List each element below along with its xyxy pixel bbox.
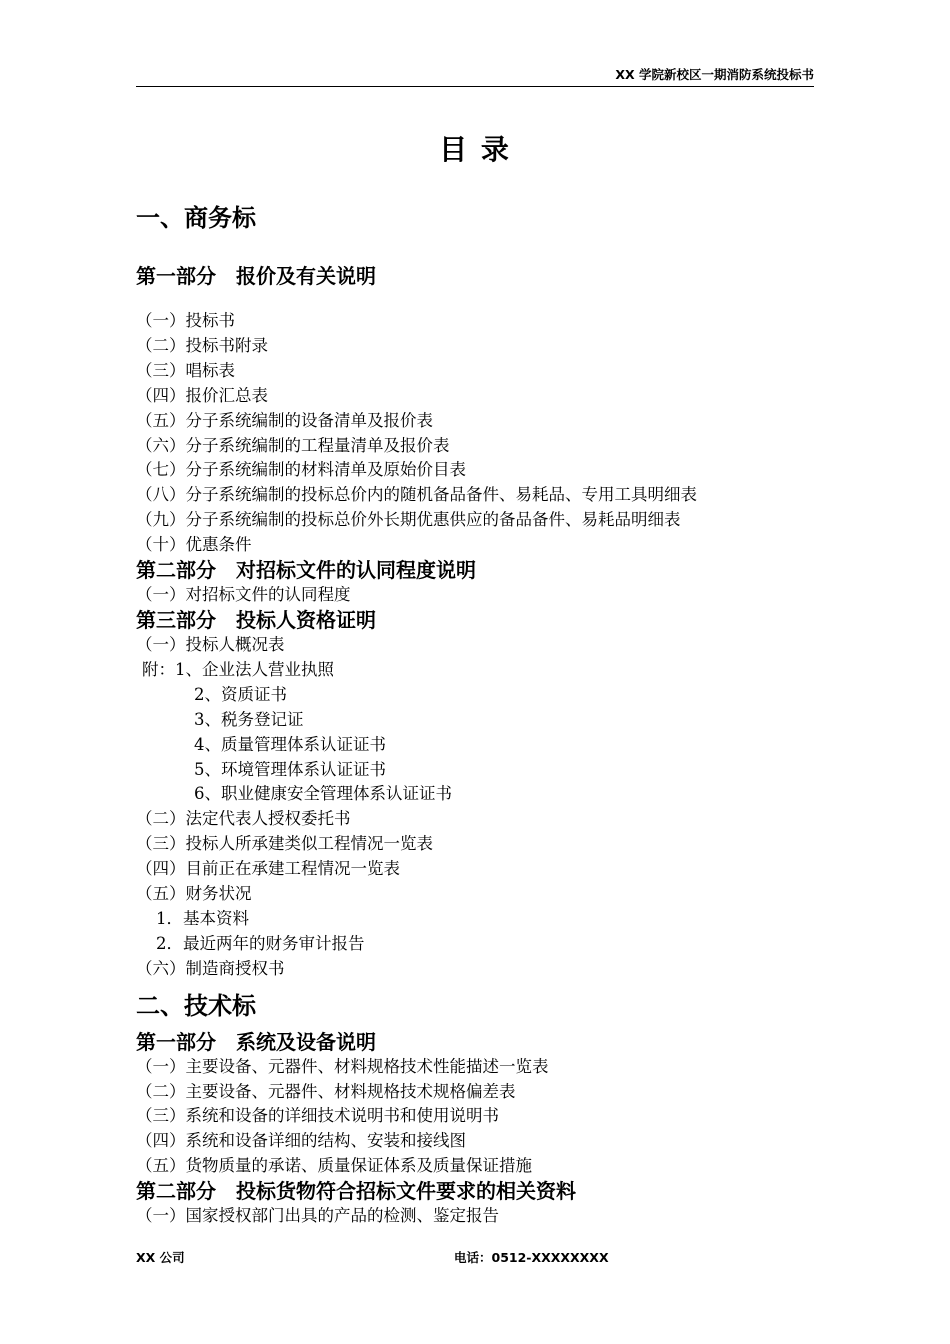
toc-item: （五）财务状况 xyxy=(136,884,252,904)
toc-item: （二）法定代表人授权委托书 xyxy=(136,809,351,829)
toc-item: （一）对招标文件的认同程度 xyxy=(136,585,351,605)
toc-item: （四）报价汇总表 xyxy=(136,385,268,405)
toc-item: （九）分子系统编制的投标总价外长期优惠供应的备品备件、易耗品明细表 xyxy=(136,510,681,530)
toc-numbered-item: 2．最近两年的财务审计报告 xyxy=(156,933,365,953)
toc-subitem: 4、质量管理体系认证证书 xyxy=(194,734,386,754)
toc-item: （六）制造商授权书 xyxy=(136,958,285,978)
footer-company: XX 公司 xyxy=(136,1250,185,1265)
part-heading-recognition: 第二部分 对招标文件的认同程度说明 xyxy=(136,558,476,583)
section-heading-technical: 二、技术标 xyxy=(136,991,256,1020)
toc-item: （二）投标书附录 xyxy=(136,335,268,355)
toc-item: （八）分子系统编制的投标总价内的随机备品备件、易耗品、专用工具明细表 xyxy=(136,485,697,505)
part-heading-quote: 第一部分 报价及有关说明 xyxy=(136,264,376,288)
toc-subitem: 6、职业健康安全管理体系认证证书 xyxy=(194,784,452,804)
toc-item: （五）分子系统编制的设备清单及报价表 xyxy=(136,410,433,430)
page-header: XX 学院新校区一期消防系统投标书 xyxy=(136,66,814,87)
toc-item: （三）系统和设备的详细技术说明书和使用说明书 xyxy=(136,1106,499,1126)
toc-numbered-item: 1．基本资料 xyxy=(156,908,249,928)
toc-item: （十）优惠条件 xyxy=(136,535,252,555)
section-heading-business: 一、商务标 xyxy=(136,204,256,232)
part-heading-compliance: 第二部分 投标货物符合招标文件要求的相关资料 xyxy=(136,1179,576,1204)
part-heading-qualification: 第三部分 投标人资格证明 xyxy=(136,607,376,632)
toc-item: （一）主要设备、元器件、材料规格技术性能描述一览表 xyxy=(136,1056,549,1076)
toc-item: （五）货物质量的承诺、质量保证体系及质量保证措施 xyxy=(136,1156,532,1176)
toc-item: （二）主要设备、元器件、材料规格技术规格偏差表 xyxy=(136,1081,516,1101)
footer-phone: 电话：0512-XXXXXXXX xyxy=(454,1250,609,1265)
toc-item: （六）分子系统编制的工程量清单及报价表 xyxy=(136,435,450,455)
page-footer xyxy=(136,1248,836,1268)
toc-annex: 附：1、企业法人营业执照 xyxy=(142,659,334,679)
toc-title: 目 录 xyxy=(439,133,511,166)
toc-subitem: 3、税务登记证 xyxy=(194,709,304,729)
toc-subitem: 2、资质证书 xyxy=(194,684,287,704)
toc-item: （三）投标人所承建类似工程情况一览表 xyxy=(136,834,433,854)
toc-item: （一）投标书 xyxy=(136,311,235,330)
toc-item: （七）分子系统编制的材料清单及原始价目表 xyxy=(136,460,466,480)
toc-item: （四）目前正在承建工程情况一览表 xyxy=(136,859,400,879)
toc-content xyxy=(136,198,836,1229)
toc-item: （四）系统和设备详细的结构、安装和接线图 xyxy=(136,1131,466,1151)
toc-subitem: 5、环境管理体系认证证书 xyxy=(194,759,386,779)
toc-item: （三）唱标表 xyxy=(136,360,235,380)
part-heading-system: 第一部分 系统及设备说明 xyxy=(136,1029,376,1054)
toc-item: （一）国家授权部门出具的产品的检测、鉴定报告 xyxy=(136,1206,499,1226)
toc-item: （一）投标人概况表 xyxy=(136,634,285,654)
